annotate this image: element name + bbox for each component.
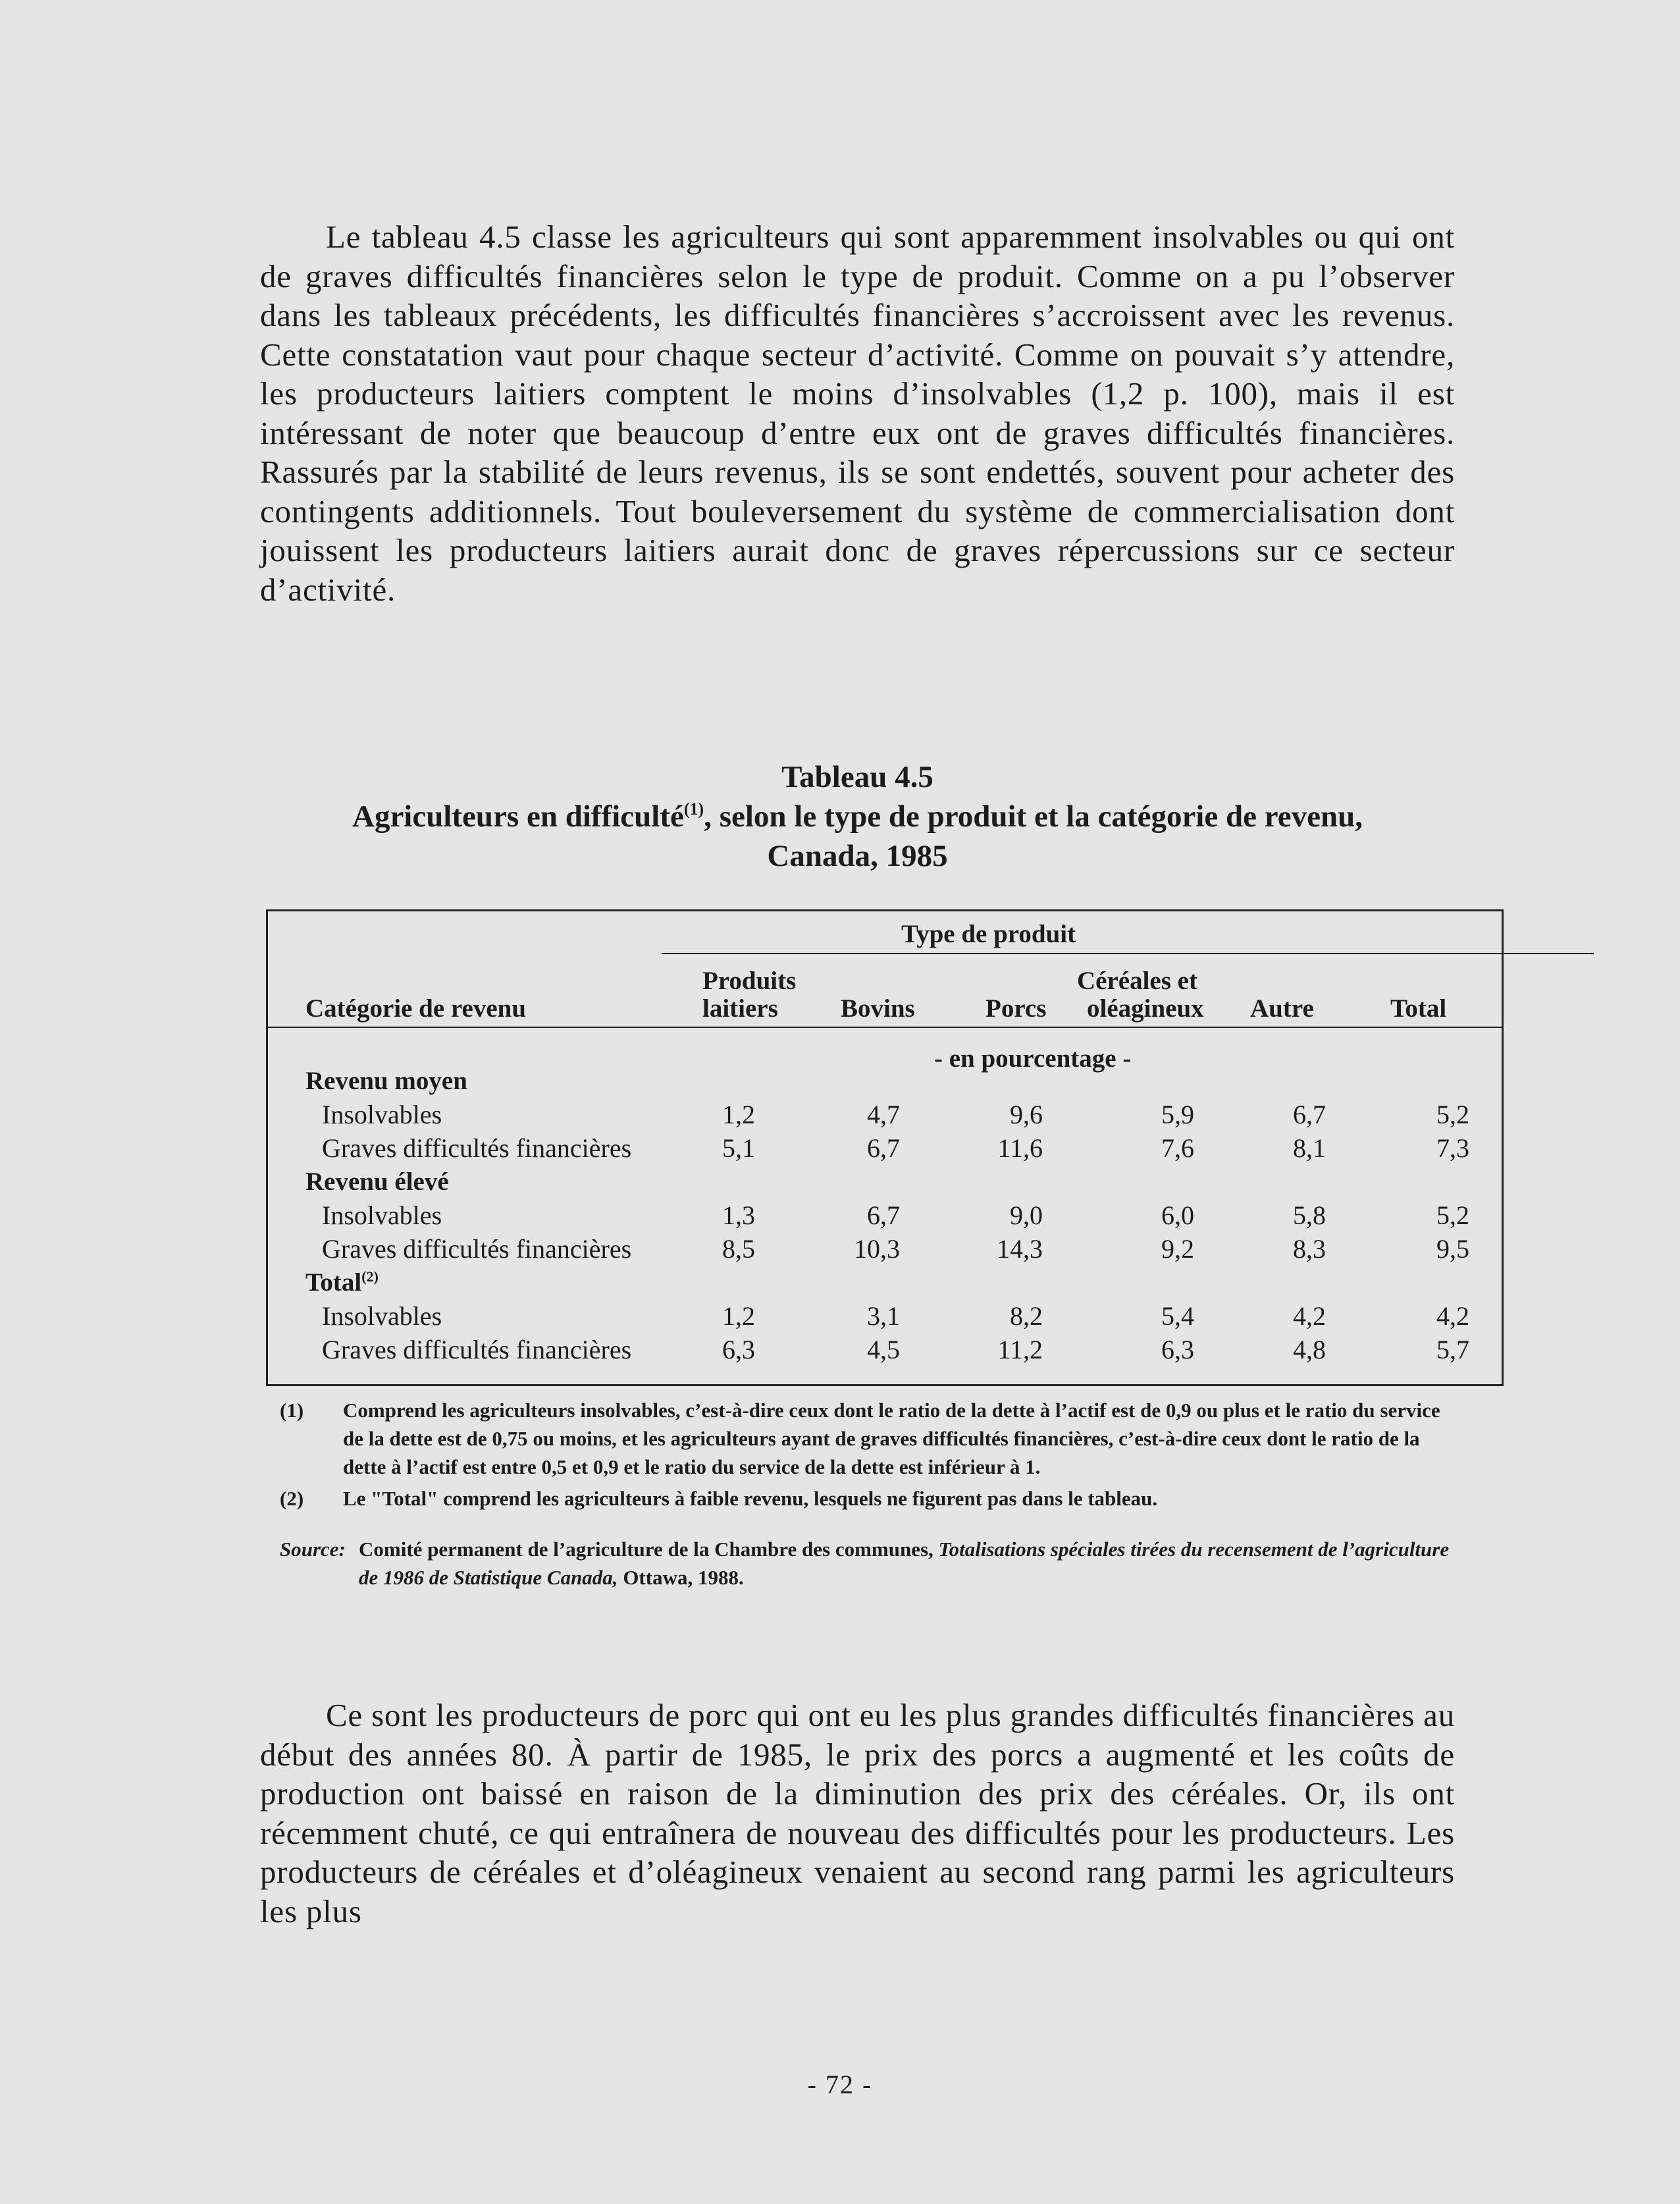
cell-value: 7,3 [1436, 1133, 1469, 1163]
table-title [260, 797, 1455, 836]
cell-value: 5,7 [1436, 1335, 1469, 1364]
page-number: - 72 - [807, 2070, 873, 2099]
section-label-text: Total [305, 1268, 362, 1297]
cell-value: 6,7 [867, 1200, 900, 1230]
cell-value: 8,5 [722, 1234, 755, 1264]
source-label: Source: [280, 1538, 346, 1561]
col-produits-line2: laitiers [702, 994, 778, 1023]
footnote-text: Le "Total" comprend les agriculteurs à faible revenu, lesquels ne figurent pas dans le tableau. [343, 1487, 1158, 1510]
table-title-text-cont: , selon le type de produit et la catégorie de revenu, [704, 799, 1363, 834]
table-title-place-year: Canada, 1985 [767, 839, 948, 873]
cell-value: 6,3 [1161, 1335, 1194, 1364]
table-source [280, 1535, 1458, 1601]
cell-value: 4,7 [867, 1100, 900, 1129]
cell-value: 11,2 [997, 1335, 1043, 1364]
header-rule [268, 1027, 1502, 1028]
cell-value: 5,4 [1161, 1301, 1194, 1331]
cell-value: 14,3 [997, 1234, 1043, 1264]
cell-value: 6,0 [1161, 1200, 1194, 1230]
cell-value: 9,6 [1010, 1100, 1043, 1129]
section-label: Revenu élevé [305, 1168, 449, 1196]
cell-value: 6,7 [1293, 1100, 1326, 1129]
col-produits-line1: Produits [702, 967, 797, 995]
row-label: Insolvables [322, 1200, 442, 1230]
cell-value: 9,2 [1161, 1234, 1194, 1264]
cell-value: 6,3 [722, 1335, 755, 1364]
cell-value: 1,2 [722, 1100, 755, 1129]
cell-value: 9,0 [1010, 1200, 1043, 1230]
table-title-text: Agriculteurs en difficulté [352, 799, 684, 834]
row-label: Insolvables [322, 1301, 442, 1331]
table-notes [280, 1396, 1458, 1528]
cell-value: 4,2 [1436, 1301, 1469, 1331]
col-autre: Autre [1250, 994, 1314, 1023]
unit-label: - en pourcentage - [934, 1044, 1132, 1073]
cell-value: 4,5 [867, 1335, 900, 1364]
cell-value: 3,1 [867, 1301, 900, 1331]
footnote-number: (1) [280, 1399, 304, 1422]
cell-value: 4,2 [1293, 1301, 1326, 1331]
row-label: Graves difficultés financières [322, 1335, 632, 1364]
cell-value: 8,1 [1293, 1133, 1326, 1163]
footnote-number: (2) [280, 1487, 304, 1510]
cell-value: 5,1 [722, 1133, 755, 1163]
row-header: Catégorie de revenu [305, 994, 527, 1023]
cell-value: 5,8 [1293, 1200, 1326, 1230]
cell-value: 8,3 [1293, 1234, 1326, 1264]
data-table [266, 909, 1504, 1386]
footnote-mark-1: (1) [683, 799, 704, 819]
source-place-year: Ottawa, 1988. [623, 1566, 744, 1589]
group-header: Type de produit [901, 920, 1076, 948]
cell-value: 5,9 [1161, 1100, 1194, 1129]
section-label [305, 1267, 379, 1299]
row-label: Insolvables [322, 1100, 442, 1129]
cell-value: 5,2 [1436, 1100, 1469, 1129]
col-cereales-line2: oléagineux [1087, 994, 1204, 1023]
col-total: Total [1390, 994, 1447, 1023]
col-bovins: Bovins [841, 994, 915, 1023]
footnote-text: Comprend les agriculteurs insolvables, c’est-à-dire ceux dont le ratio de la dette à l’actif est de 0,9 ou plus et le ratio du service de la dette est de 0,75 ou moins, et les agriculteurs ayant de graves difficultés financières, c’est-à-dire ceux dont le ratio de la dette à l’actif est entre 0,5 et 0,9 et le ratio du service de la dette est inférieur à 1. [343, 1399, 1440, 1478]
col-porcs: Porcs [985, 994, 1047, 1023]
group-header-rule [662, 953, 1594, 954]
cell-value: 8,2 [1010, 1301, 1043, 1331]
source-text [359, 1535, 1465, 1592]
cell-value: 9,5 [1436, 1234, 1469, 1264]
intro-paragraph: Le tableau 4.5 classe les agriculteurs qui sont apparemment insolvables ou qui ont de graves difficultés financières selon le type de produit. Comme on a pu l’observer dans les tableaux précédents, les difficultés financières s’accroissent avec les revenus. Cette constatation vaut pour chaque secteur d’activité. Comme on pouvait s’y attendre, les producteurs laitiers comptent le moins d’insolvables (1,2 p. 100), mais il est intéressant de noter que beaucoup d’entre eux ont de graves difficultés financières. Rassurés par la stabilité de leurs revenus, ils se sont endettés, souvent pour acheter des contingents additionnels. Tout bouleversement du système de commercialisation dont jouissent les producteurs laitiers aurait donc de graves répercussions sur ce secteur d’activité. [260, 219, 1455, 608]
cell-value: 4,8 [1293, 1335, 1326, 1364]
source-publication-title: Totalisations spéciales tirées du recensement de l’agriculture de 1986 de Statistique Canada, [359, 1538, 1450, 1589]
footnote-mark-2: (2) [361, 1268, 379, 1285]
cell-value: 10,3 [854, 1234, 900, 1264]
cell-value: 11,6 [997, 1133, 1043, 1163]
source-publisher: Comité permanent de l’agriculture de la Chambre des communes, [359, 1538, 933, 1561]
section-label: Revenu moyen [305, 1067, 467, 1095]
cell-value: 7,6 [1161, 1133, 1194, 1163]
table-number: Tableau 4.5 [781, 760, 933, 794]
col-cereales-line1: Céréales et [1077, 967, 1197, 995]
row-label: Graves difficultés financières [322, 1234, 632, 1264]
row-label: Graves difficultés financières [322, 1133, 632, 1163]
cell-value: 5,2 [1436, 1200, 1469, 1230]
body-paragraph: Ce sont les producteurs de porc qui ont eu les plus grandes difficultés financières au début des années 80. À partir de 1985, le prix des porcs a augmenté et les coûts de production ont baissé en raison de la diminution des prix des céréales. Or, ils ont récemment chuté, ce qui entraînera de nouveau des difficultés pour les producteurs. Les producteurs de céréales et d’oléagineux venaient au second rang parmi les agriculteurs les plus [260, 1697, 1455, 1929]
cell-value: 6,7 [867, 1133, 900, 1163]
cell-value: 1,3 [722, 1200, 755, 1230]
cell-value: 1,2 [722, 1301, 755, 1331]
